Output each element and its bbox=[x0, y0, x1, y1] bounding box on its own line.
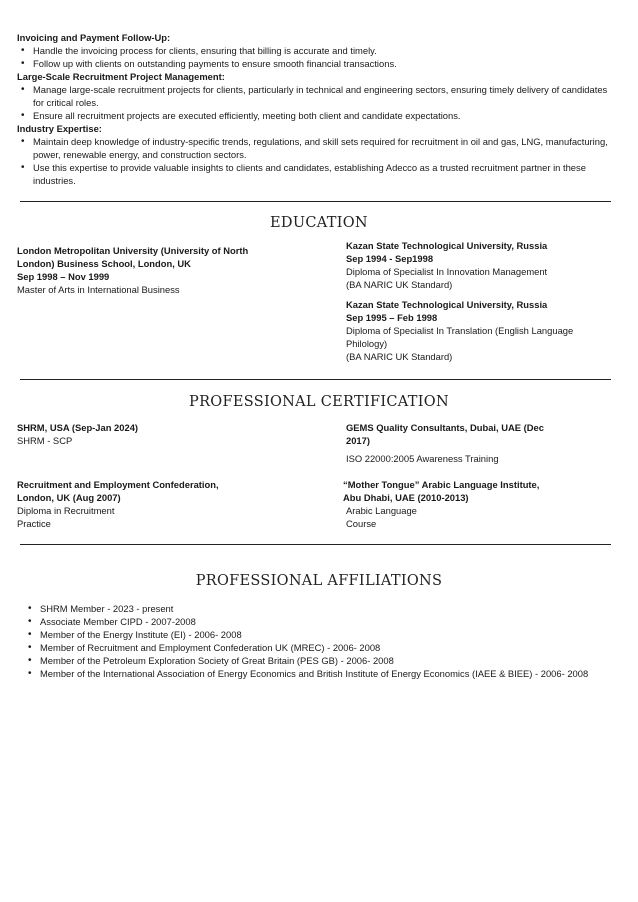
education-dates: Sep 1995 – Feb 1998 bbox=[346, 312, 438, 323]
certification-name: SHRM, USA (Sep-Jan 2024) bbox=[17, 422, 139, 433]
certification-name: GEMS Quality Consultants, Dubai, UAE (Dec 2017) bbox=[346, 422, 544, 446]
list-item: • Associate Member CIPD - 2007-2008 bbox=[24, 615, 624, 628]
education-degree: Diploma of Specialist In Translation (English Language Philology) bbox=[346, 325, 574, 349]
divider bbox=[20, 201, 611, 202]
education-institution: Kazan State Technological University, Russia bbox=[346, 299, 548, 310]
education-degree: Master of Arts in International Business bbox=[17, 284, 180, 295]
education-entry bbox=[346, 298, 611, 363]
list-item: • SHRM Member - 2023 - present bbox=[24, 602, 624, 615]
list-item: • Use this expertise to provide valuable insights to clients and candidates, establishing Adecco as a trusted recruitment partner in these industries. bbox=[17, 161, 612, 187]
certification-title: PROFESSIONAL CERTIFICATION bbox=[189, 394, 449, 410]
list-item: • Ensure all recruitment projects are executed efficiently, meeting both client and candidate expectations. bbox=[17, 109, 612, 122]
certification-detail: Arabic Language Course bbox=[346, 505, 417, 529]
list-item: • Member of the International Association of Energy Economics and British Institute of Energy Economics (IAEE & BIEE) - 2006- 2008 bbox=[24, 667, 624, 680]
education-note: (BA NARIC UK Standard) bbox=[346, 351, 453, 362]
list-item: • Member of Recruitment and Employment Confederation UK (MREC) - 2006- 2008 bbox=[24, 641, 624, 654]
list-item: • Follow up with clients on outstanding payments to ensure smooth financial transactions. bbox=[17, 57, 612, 70]
affiliations-list bbox=[24, 602, 624, 680]
certification-detail: ISO 22000:2005 Awareness Training bbox=[346, 453, 499, 464]
invoicing-list bbox=[17, 44, 612, 70]
education-institution: London Metropolitan University (University of North London) Business School, London, UK bbox=[17, 245, 249, 269]
education-right bbox=[346, 239, 611, 363]
education-institution: Kazan State Technological University, Russia bbox=[346, 240, 548, 251]
divider bbox=[20, 544, 611, 545]
list-item: • Maintain deep knowledge of industry-specific trends, regulations, and skill sets required for recruitment in oil and gas, LNG, manufacturing, power, renewable energy, and construction sectors. bbox=[17, 135, 612, 161]
certification-detail: Diploma in Recruitment Practice bbox=[17, 505, 115, 529]
invoicing-heading: Invoicing and Payment Follow-Up: bbox=[17, 32, 171, 43]
certification-item bbox=[346, 421, 546, 465]
list-item: • Member of the Energy Institute (EI) - 2006- 2008 bbox=[24, 628, 624, 641]
divider bbox=[20, 379, 611, 380]
recruitment-list bbox=[17, 83, 612, 122]
affiliations-title: PROFESSIONAL AFFILIATIONS bbox=[195, 573, 443, 589]
education-title: EDUCATION bbox=[270, 215, 368, 231]
recruitment-heading: Large-Scale Recruitment Project Management: bbox=[17, 71, 225, 82]
certification-item bbox=[17, 478, 222, 530]
list-item: • Manage large-scale recruitment projects for clients, particularly in technical and engineering sectors, ensuring timely delivery of candidates for critical roles. bbox=[17, 83, 612, 109]
education-degree: Diploma of Specialist In Innovation Management bbox=[346, 266, 548, 277]
education-dates: Sep 1998 – Nov 1999 bbox=[17, 271, 110, 282]
certification-item bbox=[343, 478, 558, 530]
certification-detail: SHRM - SCP bbox=[17, 435, 73, 446]
education-dates: Sep 1994 - Sep1998 bbox=[346, 253, 434, 264]
experience-section bbox=[17, 31, 612, 187]
education-left bbox=[17, 244, 282, 296]
industry-list bbox=[17, 135, 612, 187]
education-note: (BA NARIC UK Standard) bbox=[346, 279, 453, 290]
education-entry bbox=[346, 239, 611, 291]
certification-name: Recruitment and Employment Confederation, London, UK (Aug 2007) bbox=[17, 479, 219, 503]
list-item: • Member of the Petroleum Exploration Society of Great Britain (PES GB) - 2006- 2008 bbox=[24, 654, 624, 667]
certification-item bbox=[17, 421, 282, 447]
list-item: • Handle the invoicing process for clients, ensuring that billing is accurate and timely. bbox=[17, 44, 612, 57]
certification-name: “Mother Tongue” Arabic Language Institute, Abu Dhabi, UAE (2010-2013) bbox=[343, 479, 540, 503]
industry-heading: Industry Expertise: bbox=[17, 123, 102, 134]
